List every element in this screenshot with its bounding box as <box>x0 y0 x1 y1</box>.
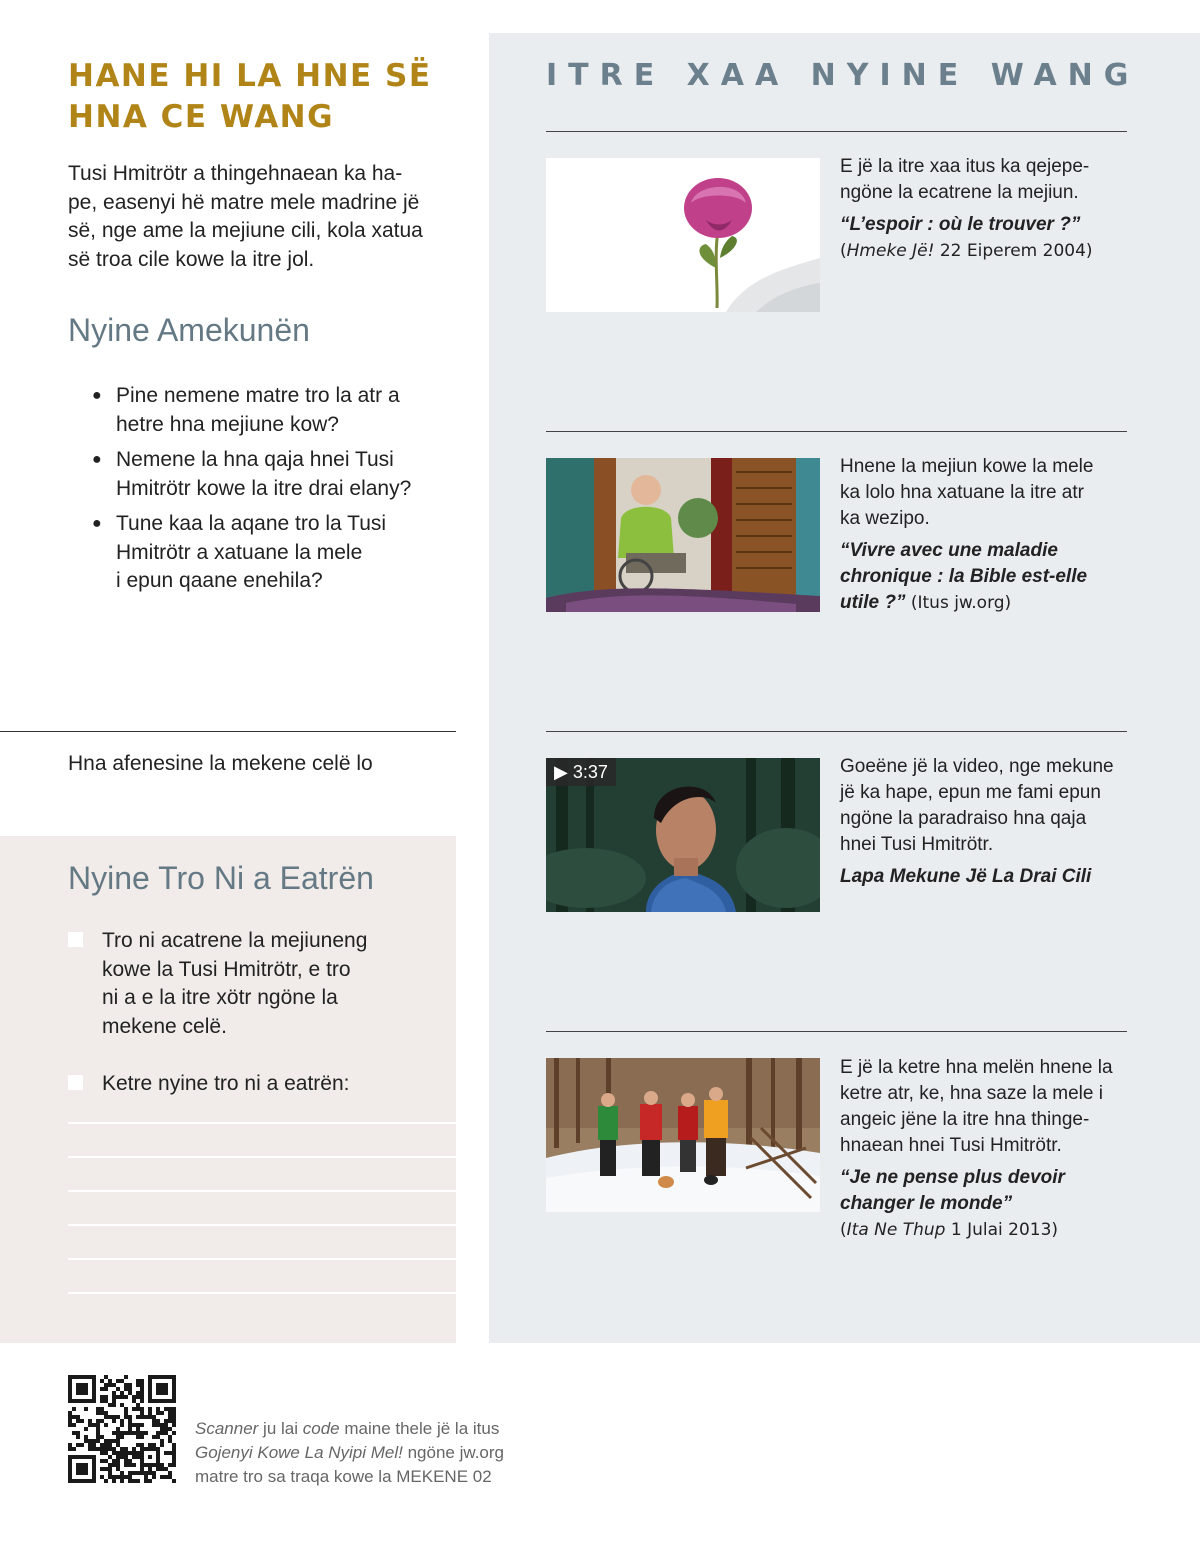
footer-line <box>195 1441 504 1465</box>
footer-italic: Scanner <box>195 1419 259 1438</box>
todo-line: Tro ni acatrene la mejiuneng <box>102 929 368 952</box>
todo-text <box>102 927 448 1041</box>
resource-text <box>840 154 1140 264</box>
resource-text <box>840 754 1140 890</box>
resource-source: (Itus jw.org) <box>905 593 1012 613</box>
question-line: Hmitrötr kowe la itre drai elany? <box>116 476 412 500</box>
resource-desc-line: Hnene la mejiun kowe la mele <box>840 456 1094 477</box>
writing-line[interactable] <box>68 1122 456 1124</box>
questions-list <box>92 382 462 603</box>
resource-desc-line: ngöne la paradraiso hna qaja <box>840 808 1087 829</box>
source-date: 22 Eiperem 2004) <box>934 241 1093 261</box>
intro-line: pe, easenyi hë matre mele madrine jë <box>68 190 420 214</box>
resource-link[interactable]: utile ?” <box>840 592 906 613</box>
resource-link-last <box>840 590 1140 616</box>
writing-line[interactable] <box>68 1156 456 1158</box>
writing-line[interactable] <box>68 1292 456 1294</box>
question-item <box>92 510 462 596</box>
footer-note <box>195 1417 504 1489</box>
todo-panel <box>0 836 456 1343</box>
resource-desc-line: jë ka hape, epun me fami epun <box>840 782 1101 803</box>
resource-desc-line: Goeëne jë la video, nge mekune <box>840 756 1114 777</box>
resource-desc-line: hnei Tusi Hmitrötr. <box>840 834 994 855</box>
source-paren: ( <box>840 1220 847 1240</box>
footer-text: ngöne jw.org <box>402 1443 505 1462</box>
page-title-line: HANE HI LA HNE SË <box>68 58 432 94</box>
question-line: ● Tune kaa la aqane tro la Tusi <box>116 512 387 535</box>
questions-title: Nyine Amekunën <box>68 312 310 348</box>
writing-line[interactable] <box>68 1190 456 1192</box>
source-paren: ( <box>840 241 847 261</box>
divider <box>0 731 456 732</box>
todo-line: kowe la Tusi Hmitrötr, e tro <box>102 957 351 981</box>
man-wheelchair-photo-icon[interactable] <box>546 458 820 612</box>
source-title: Ita Ne Thup <box>846 1220 946 1240</box>
intro-line: së, nge ame la mejiune cili, kola xatua <box>68 219 423 242</box>
writing-line[interactable] <box>68 1224 456 1226</box>
resource-link[interactable]: Lapa Mekune Jë La Drai Cili <box>840 866 1092 887</box>
divider <box>546 731 1127 732</box>
checkbox[interactable] <box>68 1075 83 1090</box>
question-line: hetre hna mejiune kow? <box>116 412 339 436</box>
todo-title: Nyine Tro Ni a Eatrën <box>68 860 374 896</box>
question-line: Hmitrötr a xatuane la mele <box>116 540 363 564</box>
source-title: Hmeke Jë! <box>846 241 935 261</box>
resource-text <box>840 454 1140 616</box>
divider <box>546 131 1127 132</box>
qr-code-icon[interactable] <box>68 1375 176 1483</box>
todo-item[interactable] <box>68 1070 448 1099</box>
resource-desc-line: E jë la ketre hna melën hnene la <box>840 1057 1113 1078</box>
todo-item[interactable] <box>68 927 448 1041</box>
checkbox[interactable] <box>68 932 83 947</box>
resource-link[interactable]: “Je ne pense plus devoir <box>840 1167 1065 1188</box>
question-line: ● Nemene la hna qaja hnei Tusi <box>116 448 394 471</box>
family-snow-photo-icon[interactable] <box>546 1058 820 1212</box>
writing-line[interactable] <box>68 1258 456 1260</box>
divider <box>546 431 1127 432</box>
page-title <box>68 56 468 138</box>
footer-italic: code <box>302 1419 340 1438</box>
resource-link[interactable]: “Vivre avec une maladie <box>840 540 1058 561</box>
resources-title: ITRE XAA NYINE WANG <box>546 58 1140 93</box>
question-item <box>92 446 462 503</box>
todo-line: mekene celë. <box>102 1014 227 1038</box>
resource-desc-line: ka lolo hna xatuane la itre atr <box>840 482 1084 503</box>
footer-line: matre tro sa traqa kowe la MEKENE 02 <box>195 1467 492 1486</box>
resource-source <box>840 1217 1140 1243</box>
todo-line: ni a e la itre xötr ngöne la <box>102 986 338 1009</box>
man-forest-video-icon[interactable] <box>546 758 820 912</box>
resource-desc-line: hnaean hnei Tusi Hmitrötr. <box>840 1135 1062 1156</box>
next-lesson-note: Hna afenesine la mekene celë lo <box>68 752 373 775</box>
question-line: ● Pine nemene matre tro la atr a <box>116 384 400 407</box>
video-duration-badge: ▶ 3:37 <box>546 758 616 786</box>
resource-desc-line: ka wezipo. <box>840 508 930 529</box>
question-line: i epun qaane enehila? <box>116 569 323 592</box>
resource-link[interactable]: chronique : la Bible est-elle <box>840 566 1088 587</box>
resource-desc-line: ngöne la ecatrene la mejiun. <box>840 182 1079 203</box>
todo-text <box>102 1070 448 1099</box>
resource-desc-line: angeic jëne la itre hna thinge- <box>840 1109 1090 1130</box>
question-item <box>92 382 462 439</box>
todo-line: Ketre nyine tro ni a eatrën: <box>102 1072 350 1095</box>
intro-line: Tusi Hmitrötr a thingehnaean ka ha- <box>68 162 403 185</box>
resource-desc-line: E jë la itre xaa itus ka qejepe- <box>840 156 1090 177</box>
footer-text: maine thele jë la itus <box>339 1419 500 1438</box>
intro-paragraph <box>68 160 463 274</box>
page-title-line: HNA CE WANG <box>68 99 335 135</box>
resource-link[interactable]: changer le monde” <box>840 1193 1013 1214</box>
footer-line <box>195 1417 504 1441</box>
rose-photo-icon[interactable] <box>546 158 820 312</box>
footer-text: ju lai <box>258 1419 303 1438</box>
resource-source <box>840 238 1140 264</box>
source-date: 1 Julai 2013) <box>945 1220 1059 1240</box>
resource-link[interactable]: “L’espoir : où le trouver ?” <box>840 214 1081 235</box>
intro-line: së troa cile kowe la itre jol. <box>68 247 315 271</box>
resource-desc-line: ketre atr, ke, hna saze la mele i <box>840 1083 1103 1104</box>
resource-text <box>840 1055 1140 1243</box>
footer-link[interactable]: Gojenyi Kowe La Nyipi Mel! <box>195 1443 403 1462</box>
divider <box>546 1031 1127 1032</box>
